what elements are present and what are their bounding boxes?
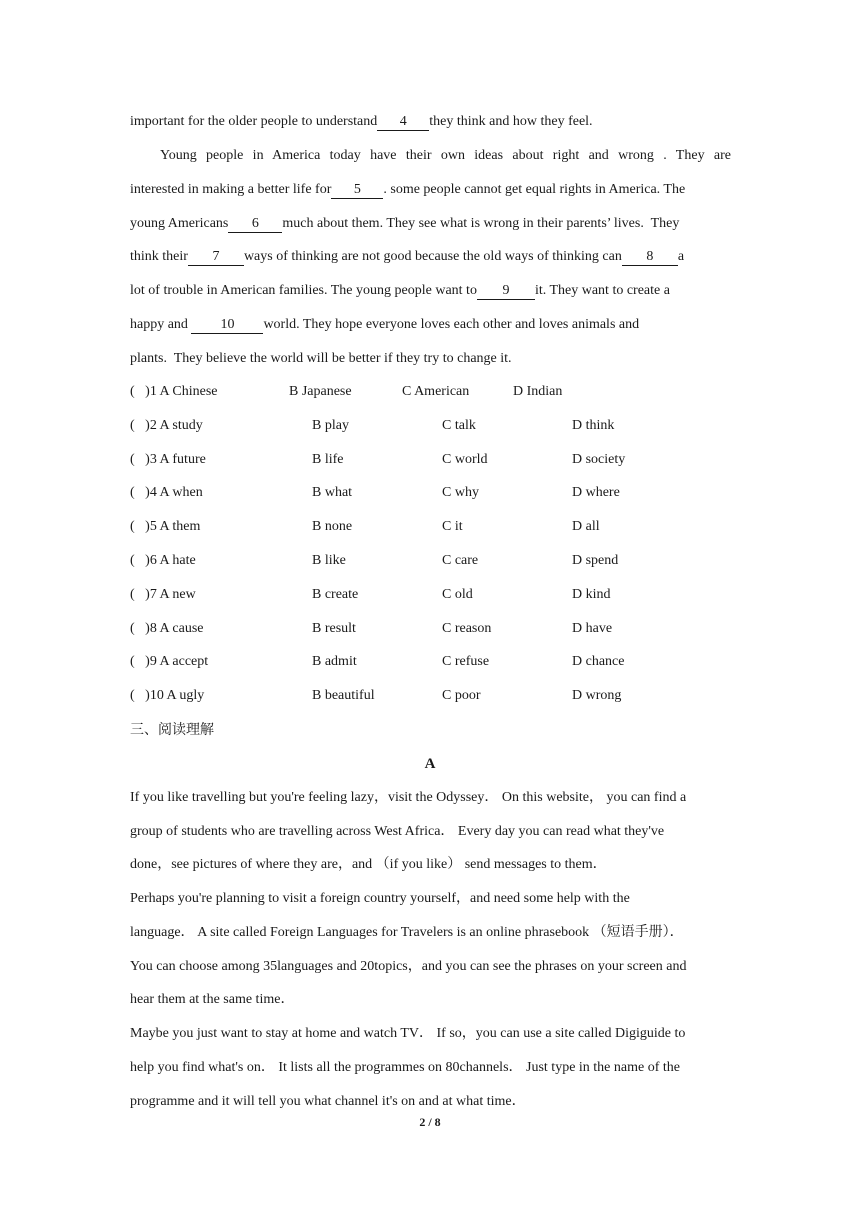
question-8-option-d: D have — [572, 621, 613, 636]
blank-6: 6 — [228, 216, 282, 233]
question-1-stem: ( )1 A Chinese — [130, 384, 218, 399]
question-5-option-b: B none — [312, 519, 353, 534]
blank-8: 8 — [622, 249, 678, 266]
section-title: 三、阅读理解 — [130, 722, 214, 738]
question-3-option-c: C world — [442, 452, 488, 467]
question-4-option-d: D where — [572, 485, 620, 500]
question-4-option-c: C why — [442, 485, 479, 500]
question-9-option-d: D chance — [572, 654, 625, 669]
question-3-option-b: B life — [312, 452, 344, 467]
page-number: 2 / 8 — [419, 1115, 441, 1129]
question-5-option-c: C it — [442, 519, 463, 534]
text: they think and how they feel. — [429, 114, 593, 129]
question-7-option-d: D kind — [572, 587, 611, 602]
text: lot of trouble in American families. The young people want to — [130, 283, 477, 298]
blank-10: 10 — [191, 317, 263, 334]
question-9-stem: ( )9 A accept — [130, 654, 209, 669]
blank-4: 4 — [377, 114, 429, 131]
passage-line-3 — [130, 180, 731, 200]
blank-9: 9 — [477, 283, 535, 300]
text: it. They want to create a — [534, 283, 670, 298]
question-1-option-d: D Indian — [513, 384, 563, 399]
question-10-option-d: D wrong — [572, 688, 622, 703]
text: world. They hope everyone loves each other and loves animals and — [263, 317, 640, 332]
text: much about them. They see what is wrong in their parents’ lives. They — [282, 216, 680, 231]
question-3-stem: ( )3 A future — [130, 452, 206, 467]
passage-a-line-3: done，see pictures of where they are，and （if you like） send messages to them． — [130, 857, 607, 872]
question-2-option-b: B play — [312, 418, 349, 433]
passage-line-6 — [130, 281, 731, 301]
question-5-option-d: D all — [572, 519, 600, 534]
question-7-stem: ( )7 A new — [130, 587, 196, 602]
question-1-option-b: B Japanese — [289, 384, 352, 399]
passage-a-line-2: group of students who are travelling across West Africa． Every day you can read what they've — [130, 824, 665, 839]
question-10-stem: ( )10 A ugly — [130, 688, 205, 703]
passage-a-line-1: If you like travelling but you're feeling lazy，visit the Odyssey． On this website， you can find a — [130, 790, 687, 805]
passage-line-2: Young people in America today have their own ideas about right and wrong . They are — [160, 148, 731, 163]
passage-line-4 — [130, 214, 731, 234]
question-4-option-b: B what — [312, 485, 353, 500]
question-2-stem: ( )2 A study — [130, 418, 203, 433]
question-9-option-c: C refuse — [442, 654, 490, 669]
blank-5: 5 — [331, 182, 383, 199]
question-6-option-b: B like — [312, 553, 346, 568]
text: . some people cannot get equal rights in America. The — [383, 182, 686, 197]
question-5-stem: ( )5 A them — [130, 519, 201, 534]
text: a — [677, 249, 685, 264]
text: ways of thinking are not good because the old ways of thinking can — [243, 249, 622, 264]
passage-a-line-7: hear them at the same time． — [130, 992, 295, 1007]
passage-a-line-8: Maybe you just want to stay at home and watch TV． If so，you can use a site called Digiguide to — [130, 1026, 686, 1041]
passage-a-line-10: programme and it will tell you what channel it's on and at what time． — [130, 1094, 526, 1109]
text: important for the older people to understand — [130, 114, 378, 129]
question-1-option-c: C American — [402, 384, 470, 399]
passage-a-line-4: Perhaps you're planning to visit a foreign country yourself，and need some help with the — [130, 891, 630, 906]
question-2-option-c: C talk — [442, 418, 476, 433]
passage-a-line-5: language． A site called Foreign Languages for Travelers is an online phrasebook （短语手册）． — [130, 925, 684, 940]
passage-line-1 — [130, 112, 731, 132]
question-10-option-b: B beautiful — [312, 688, 375, 703]
passage-line-7 — [130, 315, 731, 335]
question-7-option-c: C old — [442, 587, 473, 602]
question-7-option-b: B create — [312, 587, 359, 602]
text: happy and — [130, 317, 188, 332]
passage-line-5 — [130, 247, 731, 267]
question-10-option-c: C poor — [442, 688, 481, 703]
question-4-stem: ( )4 A when — [130, 485, 203, 500]
question-3-option-d: D society — [572, 452, 626, 467]
question-6-option-c: C care — [442, 553, 479, 568]
question-6-stem: ( )6 A hate — [130, 553, 196, 568]
passage-a-line-6: You can choose among 35languages and 20topics，and you can see the phrases on your screen and — [130, 959, 687, 974]
question-6-option-d: D spend — [572, 553, 619, 568]
text: young Americans — [130, 216, 229, 231]
blank-7: 7 — [188, 249, 244, 266]
passage-line-8: plants. They believe the world will be better if they try to change it. — [130, 351, 512, 366]
question-2-option-d: D think — [572, 418, 615, 433]
passage-a-heading: A — [424, 756, 436, 772]
passage-a-line-9: help you find what's on． It lists all the programmes on 80channels． Just type in the name of the — [130, 1060, 680, 1075]
question-8-option-b: B result — [312, 621, 356, 636]
text: think their — [130, 249, 188, 264]
question-8-stem: ( )8 A cause — [130, 621, 204, 636]
text: interested in making a better life for — [130, 182, 332, 197]
question-9-option-b: B admit — [312, 654, 357, 669]
question-8-option-c: C reason — [442, 621, 492, 636]
